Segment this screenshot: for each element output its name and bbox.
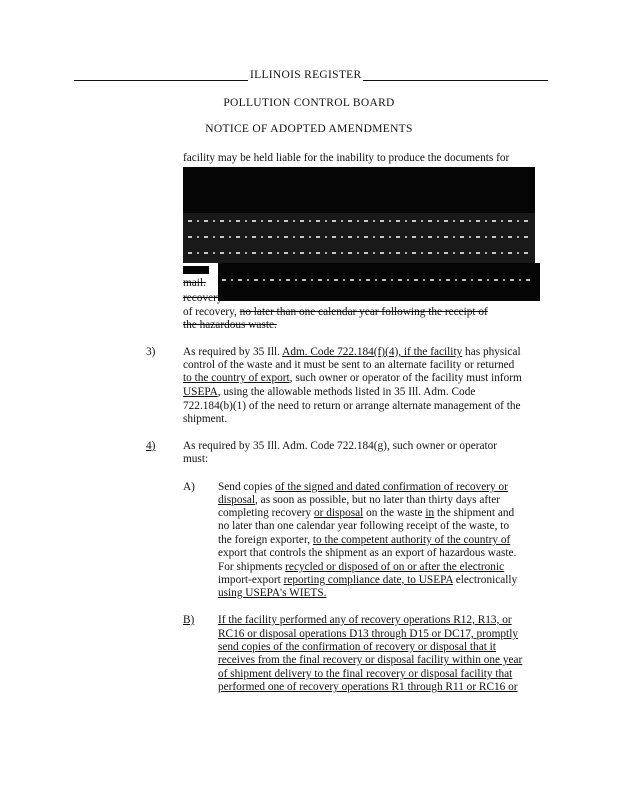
notice-title: NOTICE OF ADOPTED AMENDMENTS: [205, 123, 413, 135]
redaction-block-bottom: [218, 263, 540, 301]
item-3-line-3a: to the country of export: [183, 372, 290, 384]
item-4a-line-1a: Send copies: [218, 481, 276, 493]
item-3-line-5: 722.184(b)(1) of the need to return or arrange alternate management of the: [183, 400, 521, 412]
item-4a-line-3e: the shipment and: [434, 507, 515, 519]
item-4a-line-4: no later than one calendar year following receipt of the waste, to: [218, 520, 510, 532]
item-4a-line-8b: reporting compliance date, to USEPA: [283, 574, 453, 586]
item-4a-line-3: [218, 507, 514, 520]
item-4a-line-3a: completing recovery: [218, 507, 314, 519]
redaction-noise-4: [222, 279, 534, 281]
item-4a-line-2a: disposal: [218, 494, 256, 506]
item-4a-line-7a: For shipments: [218, 561, 286, 573]
item-3-line-3b: , such owner or operator of the facility must inform: [289, 372, 522, 384]
item-3-line-2: control of the waste and it must be sent to an alternate facility or returned: [183, 359, 515, 371]
item-4a-line-6: export that controls the shipment as an export of hazardous waste.: [218, 547, 517, 559]
item-3-line-4a: USEPA: [183, 386, 218, 398]
item-4b-label: B): [183, 614, 195, 626]
fragment-tail-c: the hazardous waste.: [183, 319, 277, 331]
item-3-number: 3): [146, 346, 156, 358]
item-4a-line-3c: on the waste: [363, 507, 426, 519]
fragment-tail-a2: recovery: [183, 292, 223, 304]
fragment-tail-a1: mail.: [183, 277, 206, 289]
fragment-tail-b1: of recovery,: [183, 306, 240, 318]
item-4b-line-3: send copies of the confirmation of recovery or disposal that it: [218, 641, 496, 653]
item-4a-line-5a: the foreign exporter,: [218, 534, 313, 546]
register-title: ILLINOIS REGISTER: [250, 69, 362, 81]
item-4b-line-2: RC16 or disposal operations D13 through D15 or DC17, promptly: [218, 628, 518, 640]
item-4a-line-3d: in: [425, 507, 435, 519]
board-name: POLLUTION CONTROL BOARD: [223, 97, 395, 109]
redaction-noise-1: [188, 220, 532, 222]
item-4a-line-5b: to the competent authority of the country of: [312, 534, 511, 546]
item-3-line-4: [183, 386, 475, 399]
item-4a-line-5: [218, 534, 510, 547]
item-4a-line-9: using USEPA's WIETS.: [218, 587, 327, 599]
item-4a-line-8a: import-export: [218, 574, 284, 586]
item-3-line-3: [183, 372, 522, 385]
item-4a-line-1b: of the signed and dated confirmation of recovery or: [275, 481, 508, 493]
item-4-line-1: As required by 35 Ill. Adm. Code 722.184(g), such owner or operator: [183, 440, 498, 452]
item-3-line-1b: Adm. Code 722.184(f)(4), if the facility: [282, 346, 463, 358]
item-4a-line-2b: , as soon as possible, but no later than thirty days after: [255, 494, 501, 506]
item-3-line-1a: As required by 35 Ill.: [183, 346, 283, 358]
item-4a-line-8: [218, 574, 517, 587]
item-4a-line-1: [218, 481, 508, 494]
fragment-tail-b: [183, 306, 488, 319]
item-3-line-1c: has physical: [462, 346, 521, 358]
item-4b-line-6: performed one of recovery operations R1 through R11 or RC16 or: [218, 681, 518, 693]
item-4-number: 4): [146, 440, 156, 452]
item-4b-line-1: If the facility performed any of recovery operations R12, R13, or: [218, 614, 512, 626]
fragment-tail-b2: no later than one calendar year following the receipt of: [239, 306, 488, 318]
item-4a-label: A): [183, 481, 195, 493]
redaction-noise-3: [188, 252, 532, 254]
item-4b-line-5: of shipment delivery to the final recovery or disposal facility that: [218, 668, 513, 680]
item-3-line-4b: , using the allowable methods listed in 35 Ill. Adm. Code: [217, 386, 476, 398]
item-4b-line-4: receives from the final recovery or disposal facility within one year: [218, 654, 523, 666]
redaction-fragment-left: [183, 266, 209, 274]
item-4a-line-2: [218, 494, 500, 507]
item-4a-line-7b: recycled or disposed of on or after the electronic: [285, 561, 505, 573]
item-4a-line-8c: electronically: [452, 574, 518, 586]
item-3-line-1: [183, 346, 521, 359]
item-3-line-6: shipment.: [183, 413, 228, 425]
fragment-line-1: facility may be held liable for the inability to produce the documents for: [183, 152, 510, 164]
redaction-noise-2: [188, 236, 532, 238]
item-4a-line-3b: or disposal: [314, 507, 364, 519]
item-4a-line-7: [218, 561, 504, 574]
redaction-block-top: [183, 167, 535, 213]
item-4-line-2: must:: [183, 453, 209, 465]
